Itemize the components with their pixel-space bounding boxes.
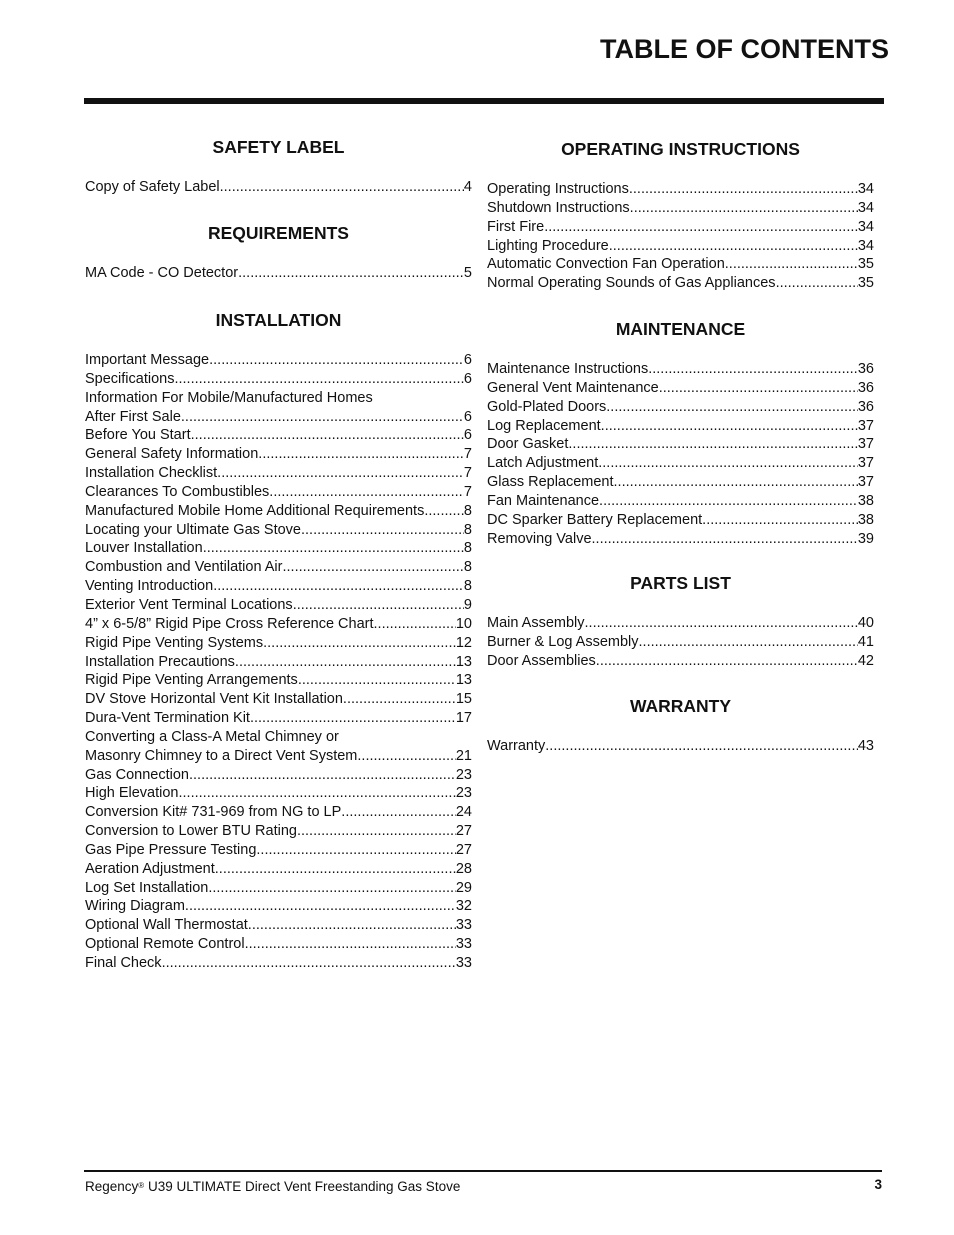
toc-entry-page: 37 bbox=[857, 474, 874, 491]
toc-entry-page: 41 bbox=[857, 633, 874, 650]
toc-entry-label: Glass Replacement bbox=[487, 474, 614, 491]
toc-entry[interactable] bbox=[85, 389, 472, 408]
toc-entry-page: 33 bbox=[455, 955, 472, 971]
dot-leader bbox=[269, 483, 464, 502]
dot-leader bbox=[374, 615, 456, 634]
dot-leader bbox=[544, 218, 858, 237]
toc-entry[interactable] bbox=[85, 935, 472, 954]
toc-entry-label: After First Sale bbox=[85, 408, 181, 425]
toc-entry[interactable] bbox=[487, 530, 874, 549]
toc-entry[interactable] bbox=[85, 784, 472, 803]
toc-entry-page: 37 bbox=[857, 417, 874, 434]
toc-entry[interactable] bbox=[487, 511, 874, 530]
toc-entry-label: First Fire bbox=[487, 218, 545, 235]
toc-entry[interactable] bbox=[487, 237, 874, 256]
toc-entry-label: Combustion and Ventilation Air bbox=[85, 559, 283, 576]
toc-entry-page: 39 bbox=[857, 530, 874, 547]
toc-entry[interactable] bbox=[487, 360, 874, 379]
toc-entry[interactable] bbox=[487, 417, 874, 436]
toc-entry-page: 8 bbox=[463, 521, 472, 538]
dot-leader bbox=[648, 360, 858, 379]
dot-leader bbox=[357, 747, 455, 766]
toc-entry-label: High Elevation bbox=[85, 785, 179, 802]
toc-entry-page: 40 bbox=[857, 615, 874, 631]
dot-leader bbox=[220, 178, 464, 197]
dot-leader bbox=[601, 417, 858, 436]
toc-entry[interactable] bbox=[85, 671, 472, 690]
dot-leader bbox=[213, 577, 464, 596]
toc-entry-page: 5 bbox=[463, 265, 472, 281]
toc-entry-page: 10 bbox=[455, 615, 472, 632]
dot-leader bbox=[191, 426, 464, 445]
toc-entry[interactable] bbox=[85, 766, 472, 785]
toc-entry-page: 6 bbox=[463, 408, 472, 425]
toc-entry-label: Gas Connection bbox=[85, 766, 189, 783]
toc-entry[interactable] bbox=[85, 728, 472, 747]
toc-entry-list bbox=[487, 360, 874, 548]
toc-entry-label: Venting Introduction bbox=[85, 578, 214, 595]
toc-entry-label: 4” x 6-5/8” Rigid Pipe Cross Reference Chart bbox=[85, 615, 374, 632]
toc-entry-page: 36 bbox=[857, 361, 874, 377]
toc-entry[interactable] bbox=[487, 492, 874, 511]
toc-entry-page: 4 bbox=[463, 179, 472, 195]
section-safety-label bbox=[85, 136, 472, 197]
dot-leader bbox=[630, 199, 858, 218]
toc-entry-page: 37 bbox=[857, 455, 874, 472]
toc-entry-label: Important Message bbox=[85, 352, 210, 368]
toc-entry-list bbox=[85, 264, 472, 283]
toc-entry-page: 38 bbox=[857, 492, 874, 509]
toc-entry-label: Aeration Adjustment bbox=[85, 860, 215, 877]
toc-entry-label: Shutdown Instructions bbox=[487, 199, 630, 216]
toc-entry[interactable] bbox=[85, 822, 472, 841]
toc-entry[interactable] bbox=[85, 747, 472, 766]
page-number: 3 bbox=[874, 1177, 882, 1192]
toc-entry-page: 36 bbox=[857, 398, 874, 415]
toc-entry-page: 36 bbox=[857, 379, 874, 396]
toc-entry[interactable] bbox=[85, 426, 472, 445]
toc-entry-label: Rigid Pipe Venting Systems bbox=[85, 634, 264, 651]
dot-leader bbox=[209, 351, 464, 370]
toc-entry-page: 9 bbox=[463, 596, 472, 613]
toc-entry-label: Fan Maintenance bbox=[487, 492, 600, 509]
toc-entry-page: 37 bbox=[857, 436, 874, 453]
toc-entry-label: Gold-Plated Doors bbox=[487, 398, 607, 415]
toc-entry-page: 15 bbox=[455, 691, 472, 708]
dot-leader bbox=[629, 180, 858, 199]
dot-leader bbox=[568, 435, 857, 454]
dot-leader bbox=[208, 879, 456, 898]
toc-entry-page: 8 bbox=[463, 540, 472, 557]
section-heading: MAINTENANCE bbox=[615, 319, 746, 339]
toc-entry[interactable] bbox=[487, 218, 874, 237]
toc-entry[interactable] bbox=[85, 841, 472, 860]
toc-entry-list bbox=[85, 178, 472, 197]
dot-leader bbox=[606, 398, 858, 417]
toc-entry-label: Door Assemblies bbox=[487, 652, 596, 669]
toc-entry-label: Conversion Kit# 731-969 from NG to LP bbox=[85, 804, 342, 821]
section-heading: INSTALLATION bbox=[215, 310, 342, 330]
toc-entry-page: 33 bbox=[455, 936, 472, 953]
toc-entry-label: MA Code - CO Detector bbox=[85, 265, 239, 281]
toc-entry[interactable] bbox=[487, 614, 874, 633]
toc-entry-label: Lighting Procedure bbox=[487, 237, 609, 254]
dot-leader bbox=[725, 255, 858, 274]
toc-entry-label: Optional Wall Thermostat bbox=[85, 917, 248, 934]
toc-entry[interactable] bbox=[85, 954, 472, 973]
toc-entry[interactable] bbox=[85, 483, 472, 502]
toc-entry-label: Maintenance Instructions bbox=[487, 361, 649, 377]
dot-leader bbox=[217, 464, 464, 483]
section-operating-instructions bbox=[487, 138, 874, 293]
dot-leader bbox=[283, 558, 464, 577]
dot-leader bbox=[162, 954, 456, 973]
toc-entry-page: 34 bbox=[857, 218, 874, 235]
toc-entry-list bbox=[487, 180, 874, 293]
toc-entry-label: Dura-Vent Termination Kit bbox=[85, 710, 250, 727]
dot-leader bbox=[592, 530, 858, 549]
toc-entry-page: 33 bbox=[455, 917, 472, 934]
toc-entry[interactable] bbox=[85, 464, 472, 483]
toc-entry-label: Latch Adjustment bbox=[487, 455, 599, 472]
toc-entry[interactable] bbox=[487, 379, 874, 398]
footer-title bbox=[85, 1179, 460, 1194]
section-requirements bbox=[85, 222, 472, 283]
dot-leader bbox=[248, 916, 456, 935]
toc-entry[interactable] bbox=[85, 615, 472, 634]
toc-entry-page: 13 bbox=[455, 672, 472, 689]
toc-entry-label: DC Sparker Battery Replacement bbox=[487, 511, 703, 528]
dot-leader bbox=[250, 709, 456, 728]
toc-entry[interactable] bbox=[487, 652, 874, 671]
toc-entry-page: 8 bbox=[463, 578, 472, 595]
toc-entry-label: Information For Mobile/Manufactured Homes bbox=[85, 389, 373, 406]
toc-entry-page: 7 bbox=[463, 446, 472, 463]
dot-leader bbox=[235, 653, 456, 672]
toc-entry-label: Gas Pipe Pressure Testing bbox=[85, 841, 257, 858]
dot-leader bbox=[596, 652, 858, 671]
toc-entry-label: Main Assembly bbox=[487, 615, 585, 631]
registered-mark: ® bbox=[138, 1181, 145, 1190]
toc-entry-page: 24 bbox=[455, 804, 472, 821]
toc-entry-label: Before You Start bbox=[85, 427, 191, 444]
toc-entry-label: Clearances To Combustibles bbox=[85, 483, 270, 500]
toc-entry-label: Warranty bbox=[487, 738, 546, 754]
page-title: TABLE OF CONTENTS bbox=[600, 34, 889, 64]
toc-entry-label: Normal Operating Sounds of Gas Appliances bbox=[487, 275, 776, 292]
dot-leader bbox=[189, 766, 456, 785]
toc-entry-label: Wiring Diagram bbox=[85, 898, 185, 915]
dot-leader bbox=[599, 492, 858, 511]
toc-entry-label: General Safety Information bbox=[85, 446, 259, 463]
toc-entry-label: Burner & Log Assembly bbox=[487, 633, 639, 650]
dot-leader bbox=[343, 690, 456, 709]
section-heading: REQUIREMENTS bbox=[208, 223, 349, 243]
toc-entry-page: 8 bbox=[463, 559, 472, 576]
toc-entry[interactable] bbox=[487, 398, 874, 417]
toc-entry[interactable] bbox=[85, 803, 472, 822]
toc-entry[interactable] bbox=[487, 473, 874, 492]
toc-entry[interactable] bbox=[85, 634, 472, 653]
toc-entry-label: Optional Remote Control bbox=[85, 936, 245, 953]
dot-leader bbox=[341, 803, 456, 822]
section-heading: OPERATING INSTRUCTIONS bbox=[561, 139, 800, 159]
toc-entry-page: 34 bbox=[857, 181, 874, 197]
toc-entry[interactable] bbox=[85, 860, 472, 879]
toc-entry-page: 32 bbox=[455, 898, 472, 915]
dot-leader bbox=[585, 614, 858, 633]
toc-entry[interactable] bbox=[487, 180, 874, 199]
toc-entry-label: Copy of Safety Label bbox=[85, 179, 220, 195]
toc-entry-page: 23 bbox=[455, 785, 472, 802]
toc-entry[interactable] bbox=[85, 445, 472, 464]
toc-entry[interactable] bbox=[85, 351, 472, 370]
section-maintenance bbox=[487, 318, 874, 548]
toc-entry[interactable] bbox=[85, 539, 472, 558]
dot-leader bbox=[293, 596, 464, 615]
toc-entry-page: 43 bbox=[857, 738, 874, 754]
toc-entry-page: 6 bbox=[463, 427, 472, 444]
toc-entry[interactable] bbox=[85, 558, 472, 577]
toc-entry-label: Final Check bbox=[85, 955, 162, 971]
toc-entry-label: Removing Valve bbox=[487, 530, 592, 547]
toc-entry-page: 35 bbox=[857, 256, 874, 273]
section-parts-list bbox=[487, 572, 874, 671]
toc-entry-page: 23 bbox=[455, 766, 472, 783]
dot-leader bbox=[702, 511, 858, 530]
toc-entry[interactable] bbox=[85, 653, 472, 672]
dot-leader bbox=[258, 445, 464, 464]
dot-leader bbox=[245, 935, 456, 954]
dot-leader bbox=[181, 408, 464, 427]
toc-entry[interactable] bbox=[85, 596, 472, 615]
toc-entry[interactable] bbox=[487, 274, 874, 293]
toc-entry[interactable] bbox=[85, 502, 472, 521]
toc-entry-list bbox=[85, 351, 472, 973]
toc-entry[interactable] bbox=[85, 408, 472, 427]
dot-leader bbox=[185, 897, 456, 916]
dot-leader bbox=[179, 784, 456, 803]
dot-leader bbox=[776, 274, 858, 293]
toc-entry-page: 6 bbox=[463, 370, 472, 387]
toc-entry-page: 6 bbox=[463, 352, 472, 368]
toc-entry-label: Installation Precautions bbox=[85, 653, 235, 670]
toc-entry-label: Converting a Class-A Metal Chimney or bbox=[85, 728, 339, 745]
toc-entry-label: Log Replacement bbox=[487, 417, 601, 434]
toc-entry[interactable] bbox=[85, 916, 472, 935]
toc-entry-page: 35 bbox=[857, 275, 874, 292]
toc-entry-label: DV Stove Horizontal Vent Kit Installation bbox=[85, 691, 343, 708]
dot-leader bbox=[298, 671, 456, 690]
toc-entry-label: Locating your Ultimate Gas Stove bbox=[85, 521, 301, 538]
toc-entry-page: 7 bbox=[463, 465, 472, 482]
toc-entry[interactable] bbox=[487, 454, 874, 473]
dot-leader bbox=[659, 379, 858, 398]
toc-entry[interactable] bbox=[487, 633, 874, 652]
toc-entry-label: Operating Instructions bbox=[487, 181, 629, 197]
toc-entry-page: 34 bbox=[857, 237, 874, 254]
toc-entry-label: Conversion to Lower BTU Rating bbox=[85, 823, 297, 840]
footer-brand: Regency bbox=[85, 1179, 139, 1194]
toc-entry-page: 27 bbox=[455, 823, 472, 840]
toc-entry-label: Louver Installation bbox=[85, 540, 203, 557]
header-rule bbox=[84, 98, 884, 104]
dot-leader bbox=[263, 634, 456, 653]
toc-entry[interactable] bbox=[487, 737, 874, 756]
toc-entry-page: 28 bbox=[455, 860, 472, 877]
toc-entry[interactable] bbox=[85, 178, 472, 197]
dot-leader bbox=[297, 822, 456, 841]
dot-leader bbox=[609, 237, 858, 256]
toc-entry-label: Exterior Vent Terminal Locations bbox=[85, 596, 293, 613]
toc-entry[interactable] bbox=[487, 199, 874, 218]
toc-entry[interactable] bbox=[85, 521, 472, 540]
toc-entry[interactable] bbox=[85, 370, 472, 389]
dot-leader bbox=[215, 860, 456, 879]
toc-entry-label: Log Set Installation bbox=[85, 879, 209, 896]
toc-entry-page: 21 bbox=[455, 747, 472, 764]
toc-entry-page: 42 bbox=[857, 652, 874, 669]
toc-entry-label: Rigid Pipe Venting Arrangements bbox=[85, 672, 298, 689]
toc-entry-page: 7 bbox=[463, 483, 472, 500]
toc-entry[interactable] bbox=[85, 879, 472, 898]
dot-leader bbox=[238, 264, 464, 283]
toc-entry-page: 29 bbox=[455, 879, 472, 896]
toc-entry[interactable] bbox=[85, 897, 472, 916]
toc-entry-list bbox=[487, 614, 874, 671]
footer-rule bbox=[84, 1170, 882, 1172]
section-warranty bbox=[487, 695, 874, 756]
toc-entry-page: 38 bbox=[857, 511, 874, 528]
toc-entry-label: Door Gasket bbox=[487, 436, 569, 453]
dot-leader bbox=[639, 633, 858, 652]
toc-entry-label: Manufactured Mobile Home Additional Requirements bbox=[85, 502, 425, 519]
toc-entry-label: Specifications bbox=[85, 370, 175, 387]
dot-leader bbox=[256, 841, 455, 860]
toc-entry[interactable] bbox=[85, 709, 472, 728]
toc-entry-page: 27 bbox=[455, 841, 472, 858]
dot-leader bbox=[545, 737, 858, 756]
dot-leader bbox=[174, 370, 463, 389]
dot-leader bbox=[614, 473, 858, 492]
toc-entry-page: 17 bbox=[455, 710, 472, 727]
toc-entry-page: 34 bbox=[857, 199, 874, 216]
dot-leader bbox=[301, 521, 464, 540]
toc-entry[interactable] bbox=[487, 435, 874, 454]
dot-leader bbox=[203, 539, 464, 558]
toc-entry-page: 8 bbox=[463, 502, 472, 519]
dot-leader bbox=[424, 502, 464, 521]
toc-entry-label: Installation Checklist bbox=[85, 465, 218, 482]
toc-entry-label: Masonry Chimney to a Direct Vent System bbox=[85, 747, 358, 764]
toc-entry-list bbox=[487, 737, 874, 756]
toc-entry[interactable] bbox=[85, 690, 472, 709]
toc-entry-page: 12 bbox=[455, 634, 472, 651]
toc-entry[interactable] bbox=[85, 577, 472, 596]
section-heading: WARRANTY bbox=[629, 696, 732, 716]
toc-entry-label: General Vent Maintenance bbox=[487, 379, 659, 396]
section-installation bbox=[85, 309, 472, 973]
section-heading: PARTS LIST bbox=[630, 573, 731, 593]
toc-entry[interactable] bbox=[487, 255, 874, 274]
section-heading: SAFETY LABEL bbox=[212, 137, 345, 157]
toc-entry-page: 13 bbox=[455, 653, 472, 670]
toc-entry-label: Automatic Convection Fan Operation bbox=[487, 256, 725, 273]
toc-entry[interactable] bbox=[85, 264, 472, 283]
footer-product: U39 ULTIMATE Direct Vent Freestanding Gas Stove bbox=[144, 1179, 461, 1194]
dot-leader bbox=[598, 454, 858, 473]
